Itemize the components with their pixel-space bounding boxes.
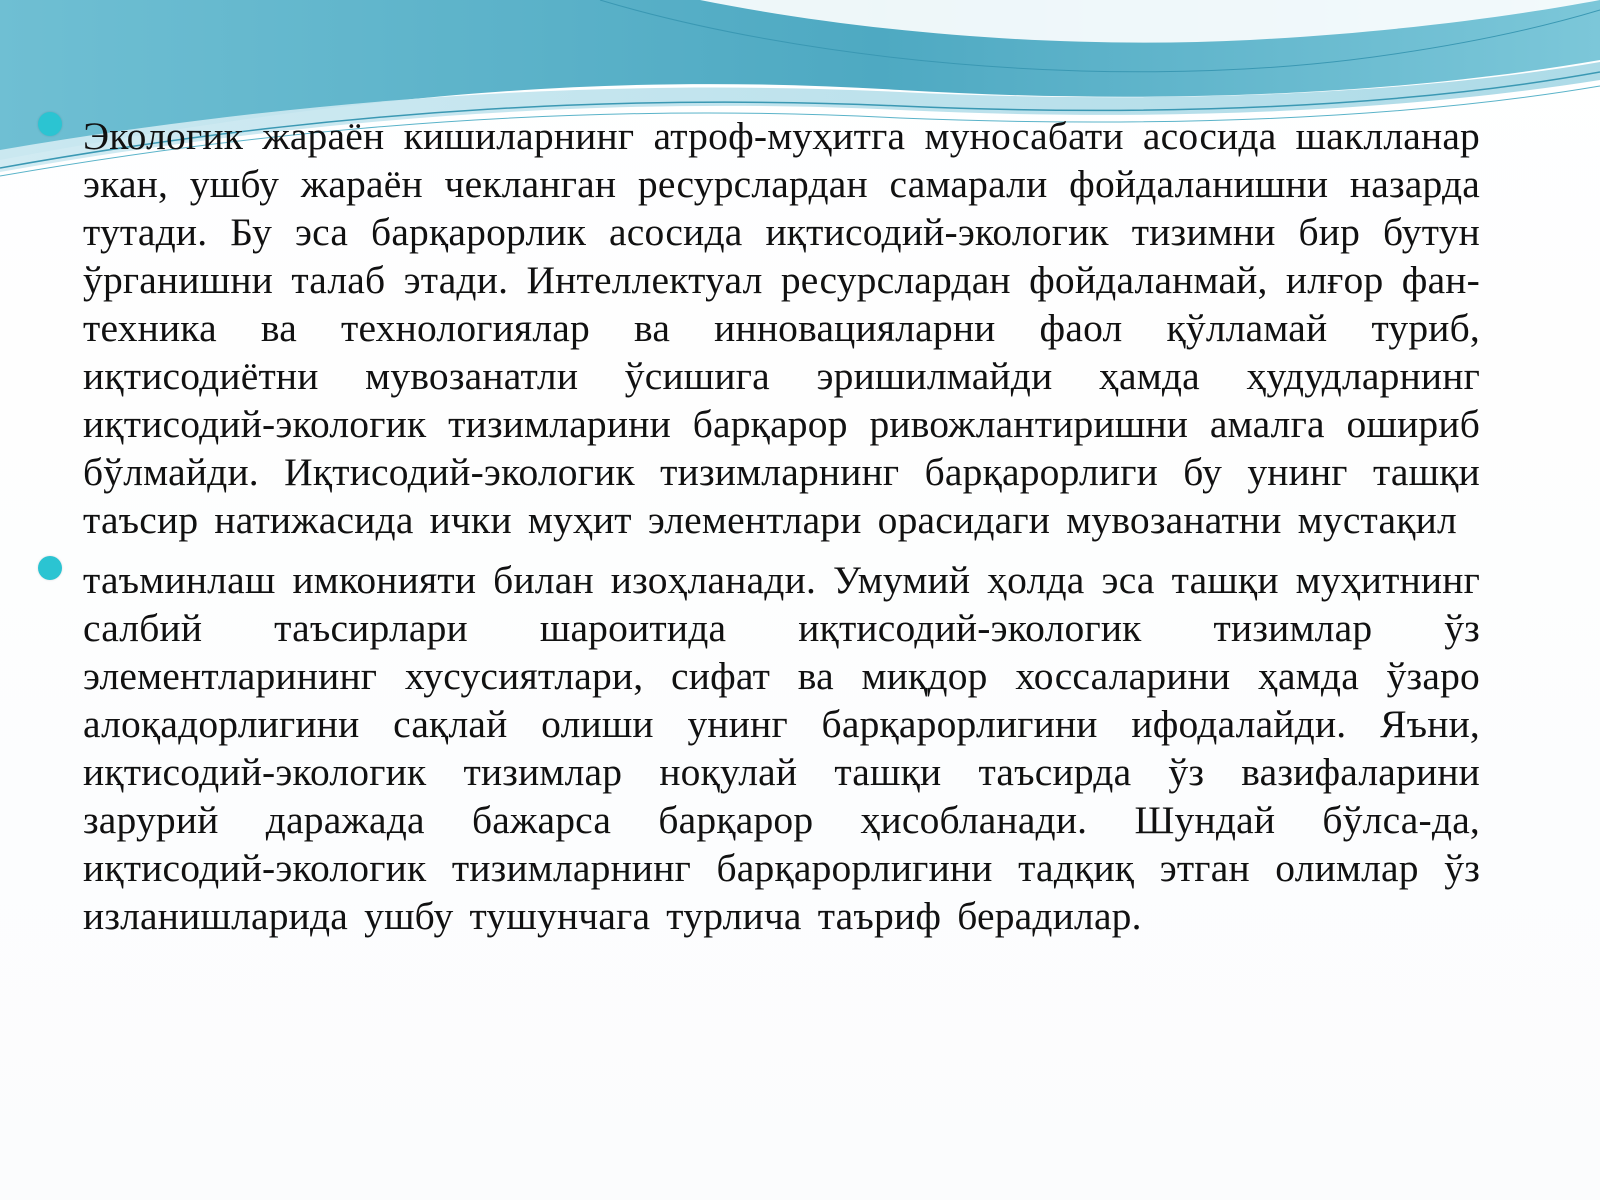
bullet-dot-icon [38,556,62,580]
slide-body [30,112,1480,952]
bullet-dot-icon [38,112,62,136]
bullet-item [30,556,1480,940]
paragraph: таъминлаш имконияти билан изоҳланади. Умумий ҳолда эса ташқи муҳитнинг салбий таъсирлари шароитида иқтисодий-экологик тизимлар ўз элементларининг хусусиятлари, сифат ва миқдор хоссаларини ҳамда ўзаро алоқадорлигини сақлай олиши унинг барқарорлигини ифодалайди. Яъни, иқтисодий-экологик тизимлар ноқулай ташқи таъсирда ўз вазифаларини зарурий даражада бажарса барқарор ҳисобланади. Шундай бўлса-да, иқтисодий-экологик тизимларнинг барқарорлигини тадқиқ этган олимлар ўз изланишларида ушбу тушунчага турлича таъриф берадилар. [83,558,1480,938]
bullet-item [30,112,1480,544]
paragraph: Экологик жараён кишиларнинг атроф-муҳитга муносабати асосида шаклланар экан, ушбу жараён чекланган ресурслардан самарали фойдаланишни назарда тутади. Бу эса барқарорлик асосида иқтисодий-экологик тизимни бир бутун ўрганишни талаб этади. Интеллектуал ресурслардан фойдаланмай, илғор фан-техника ва технологиялар ва инновацияларни фаол қўлламай туриб, иқтисодиётни мувозанатли ўсишига эришилмайди ҳамда ҳудудларнинг иқтисодий-экологик тизимларини барқарор ривожлантиришни амалга ошириб бўлмайди. Иқтисодий-экологик тизимларнинг барқарорлиги бу унинг ташқи таъсир натижасида ички муҳит элементлари орасидаги мувозанатни мустақил [83,114,1480,542]
